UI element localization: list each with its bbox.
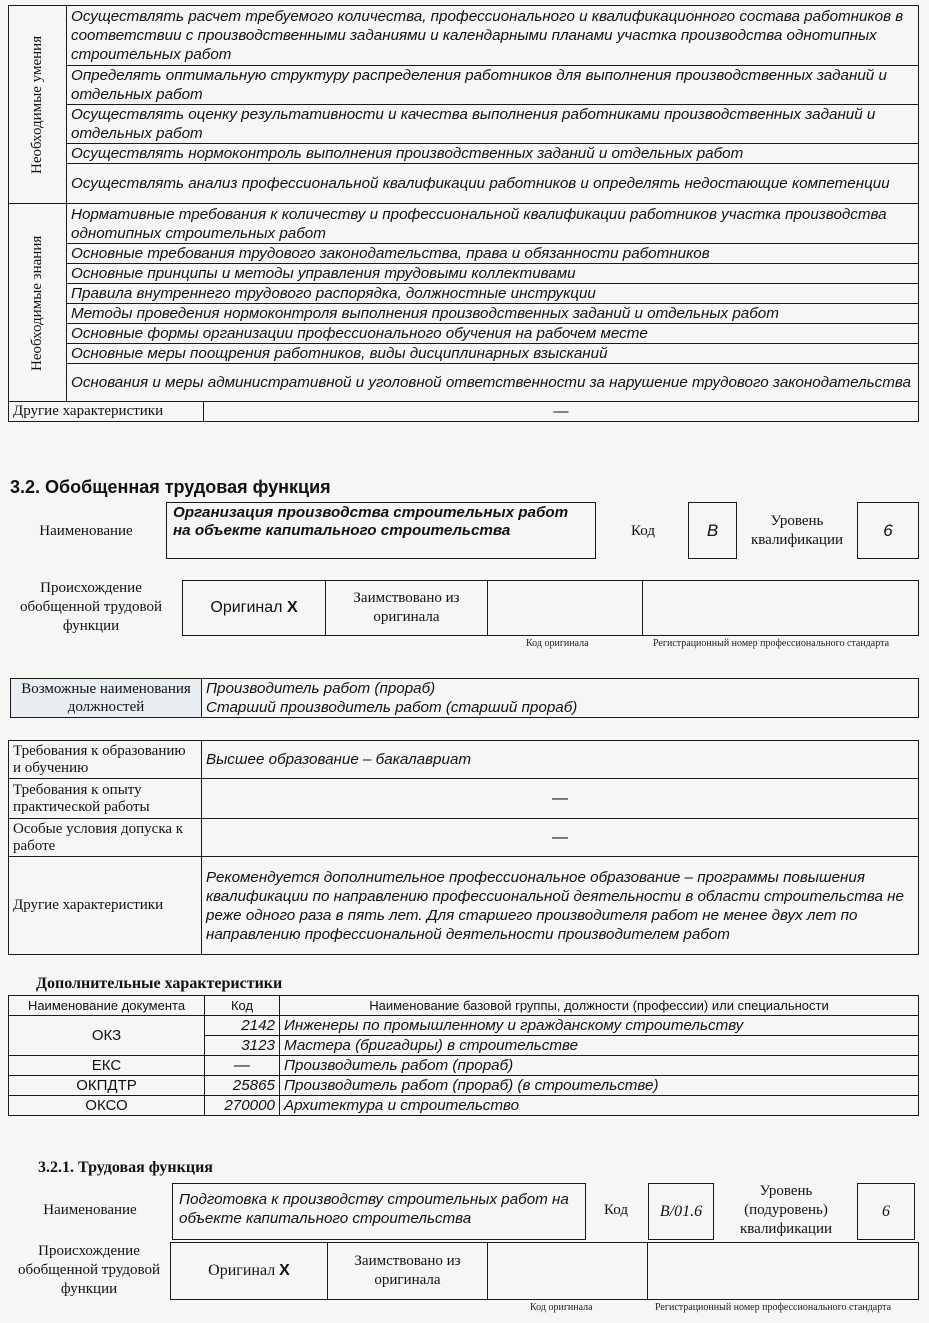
level-value: 6 [857,1183,915,1240]
skill-item: Осуществлять анализ профессиональной квалификации работников и определять недостающие компетенции [67,164,919,204]
section-321-heading: 3.2.1. Трудовая функция [38,1159,213,1176]
code-original-caption: Код оригинала [530,1302,593,1313]
req-value: — [202,779,919,819]
level-label: Уровень квалификации [750,513,844,548]
code-value: В [688,502,737,559]
code-cell: 3123 [205,1036,280,1056]
req-value: Высшее образование – бакалавриат [202,741,919,779]
name-cell: Архитектура и строительство [280,1096,919,1116]
knowledge-item: Основные принципы и методы управления трудовыми коллективами [67,264,919,284]
original-cell [171,1243,328,1300]
section-32-heading: 3.2. Обобщенная трудовая функция [10,477,331,497]
original-mark: X [279,1262,290,1279]
origin-table [182,580,919,636]
reg-number-caption: Регистрационный номер профессионального стандарта [655,1302,892,1313]
header-name: Наименование базовой группы, должности (профессии) или специальности [280,996,919,1016]
requirements-table [8,740,919,955]
name-cell: Инженеры по промышленному и гражданскому строительству [280,1016,919,1036]
knowledge-item: Методы проведения нормоконтроля выполнения производственных заданий и отдельных работ [67,304,919,324]
original-mark: X [286,599,298,616]
other-characteristics-value: — [204,402,919,422]
reg-number-cell [643,581,919,636]
reg-number-caption: Регистрационный номер профессионального стандарта [653,638,890,649]
req-value: — [202,819,919,857]
positions-value [202,679,919,718]
req-label: Другие характеристики [9,857,202,955]
name-label: Наименование [43,1202,137,1218]
skill-item: Осуществлять оценку результативности и качества выполнения работниками производственных заданий и отдельных работ [67,105,919,144]
reg-number-cell [648,1243,919,1300]
knowledge-item: Основные требования трудового законодательства, права и обязанности работников [67,244,919,264]
borrowed-cell: Заимствовано из оригинала [326,581,488,636]
original-label: Оригинал [208,1262,276,1279]
code-label: Код [604,1202,628,1218]
code-value: В/01.6 [648,1183,714,1240]
header-code: Код [205,996,280,1016]
level-value: 6 [857,502,919,559]
function-name-value: Подготовка к производству строительных работ на объекте капитального строительства [172,1183,586,1240]
level-label: Уровень (подуровень) квалификации [739,1183,833,1237]
positions-table [10,678,919,718]
doc-cell: ОКЗ [9,1016,205,1056]
doc-cell: ОКПДТР [9,1076,205,1096]
knowledge-item: Основные формы организации профессионального обучения на рабочем месте [67,324,919,344]
doc-cell: ЕКС [9,1056,205,1076]
name-cell: Производитель работ (прораб) [280,1056,919,1076]
skill-item: Определять оптимальную структуру распределения работников для выполнения производственных заданий и отдельных работ [67,66,919,105]
additional-heading: Дополнительные характеристики [36,975,283,992]
req-label: Требования к опыту практической работы [9,779,202,819]
name-label: Наименование [39,523,133,539]
position-item: Производитель работ (прораб) [206,680,436,697]
origin-table [170,1242,919,1300]
code-label: Код [631,523,655,539]
code-original-caption: Код оригинала [526,638,589,649]
knowledge-item: Основания и меры административной и уголовной ответственности за нарушение трудового законодательства [67,364,919,402]
positions-label: Возможные наименования должностей [11,679,202,718]
knowledge-section-label: Необходимые знания [9,204,67,402]
doc-cell: ОКСО [9,1096,205,1116]
req-label: Требования к образованию и обучению [9,741,202,779]
position-item: Старший производитель работ (старший прораб) [206,699,578,716]
code-original-cell [488,581,643,636]
original-label: Оригинал [210,599,283,616]
original-cell [183,581,326,636]
req-label: Особые условия допуска к работе [9,819,202,857]
knowledge-item: Основные меры поощрения работников, виды дисциплинарных взысканий [67,344,919,364]
additional-table [8,995,919,1116]
header-doc: Наименование документа [9,996,205,1016]
knowledge-item: Нормативные требования к количеству и профессиональной квалификации работников участка производства однотипных строительных работ [67,204,919,244]
skills-section-label: Необходимые умения [9,6,67,204]
skills-knowledge-table [8,5,919,422]
code-cell: — [205,1056,280,1076]
name-cell: Производитель работ (прораб) (в строительстве) [280,1076,919,1096]
code-cell: 270000 [205,1096,280,1116]
code-cell: 25865 [205,1076,280,1096]
origin-label: Происхождение обобщенной трудовой функции [17,1243,161,1297]
code-original-cell [488,1243,648,1300]
function-name-value: Организация производства строительных работ на объекте капитального строительства [166,502,596,559]
other-characteristics-label: Другие характеристики [9,402,204,422]
skill-item: Осуществлять расчет требуемого количества, профессионального и квалификационного состава работников в соответствии с производственными заданиями и календарными планами участка производства однотипных строительных работ [67,6,919,66]
code-cell: 2142 [205,1016,280,1036]
skill-item: Осуществлять нормоконтроль выполнения производственных заданий и отдельных работ [67,144,919,164]
origin-label: Происхождение обобщенной трудовой функции [19,580,163,634]
borrowed-cell: Заимствовано из оригинала [328,1243,488,1300]
req-value: Рекомендуется дополнительное профессиональное образование – программы повышения квалификации по направлению профессиональной деятельности в области строительства не реже одного раза в пять лет. Для старшего производителя работ не менее двух лет по направлению профессиональной деятельности производителем работ [202,857,919,955]
knowledge-item: Правила внутреннего трудового распорядка, должностные инструкции [67,284,919,304]
name-cell: Мастера (бригадиры) в строительстве [280,1036,919,1056]
